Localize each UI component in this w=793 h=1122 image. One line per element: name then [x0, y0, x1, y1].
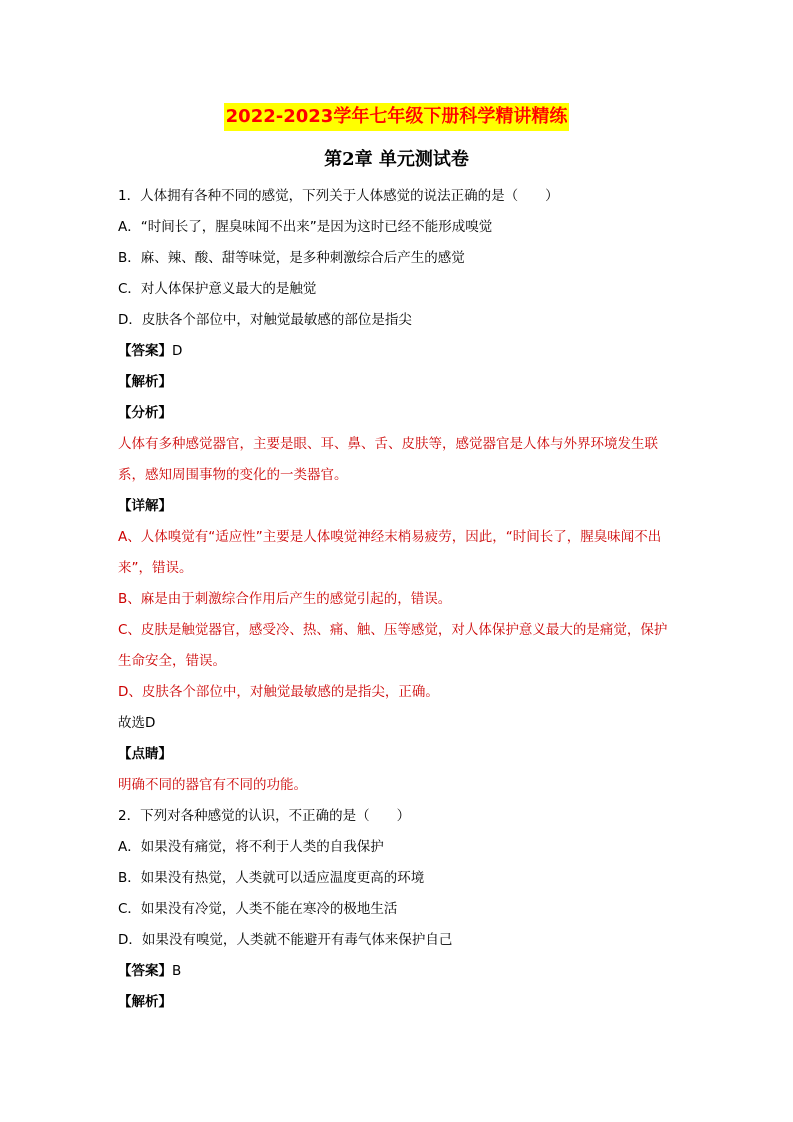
q1-comment-label: 【点睛】: [118, 746, 172, 762]
q1-fenxi-text: 人体有多种感觉器官，主要是眼、耳、鼻、舌、皮肤等，感觉器官是人体与外界环境发生联系，感知周围事物的变化的一类器官。: [118, 436, 658, 483]
q1-answer-value: D: [172, 343, 183, 359]
q1-analysis-label: 【解析】: [118, 374, 172, 390]
q1-option-b: B．麻、辣、酸、甜等味觉，是多种刺激综合后产生的感觉: [118, 250, 465, 266]
q1-answer: [118, 336, 678, 367]
question-content: [118, 181, 678, 1018]
q1-detail-a: A、人体嗅觉有“适应性”主要是人体嗅觉神经末梢易疲劳，因此，“时间长了，腥臭味闻不出来”，错误。: [118, 529, 662, 576]
q2-option-c: C．如果没有冷觉，人类不能在寒冷的极地生活: [118, 901, 398, 917]
banner-container: [0, 103, 793, 131]
q2-option-b: B．如果没有热觉，人类就可以适应温度更高的环境: [118, 870, 425, 886]
q1-detail-c: C、皮肤是触觉器官，感受冷、热、痛、触、压等感觉，对人体保护意义最大的是痛觉，保护生命安全，错误。: [118, 622, 668, 669]
q2-answer-value: B: [172, 963, 182, 979]
q1-detail-d: D、皮肤各个部位中，对触觉最敏感的是指尖，正确。: [118, 684, 439, 700]
q2-analysis-label: 【解析】: [118, 994, 172, 1010]
q1-option-c: C．对人体保护意义最大的是触觉: [118, 281, 317, 297]
q1-option-a: A．“时间长了，腥臭味闻不出来”是因为这时已经不能形成嗅觉: [118, 219, 493, 235]
q1-fenxi-label: 【分析】: [118, 405, 172, 421]
q1-option-d: D．皮肤各个部位中，对触觉最敏感的部位是指尖: [118, 312, 412, 328]
q2-option-d: D．如果没有嗅觉，人类就不能避开有毒气体来保护自己: [118, 932, 453, 948]
q2-answer: [118, 956, 678, 987]
chapter-title: 第2章 单元测试卷: [324, 149, 469, 170]
q2-stem: 2．下列对各种感觉的认识，不正确的是（ ）: [118, 808, 411, 824]
q1-detail-label: 【详解】: [118, 498, 172, 514]
course-banner: 2022-2023学年七年级下册科学精讲精练: [224, 103, 570, 131]
q1-stem: 1．人体拥有各种不同的感觉，下列关于人体感觉的说法正确的是（ ）: [118, 188, 559, 204]
q1-choice: 故选D: [118, 715, 156, 731]
q1-comment-text: 明确不同的器官有不同的功能。: [118, 777, 307, 793]
q2-option-a: A．如果没有痛觉，将不利于人类的自我保护: [118, 839, 384, 855]
q2-answer-label: 【答案】: [118, 963, 172, 979]
q1-answer-label: 【答案】: [118, 343, 172, 359]
q1-detail-b: B、麻是由于刺激综合作用后产生的感觉引起的，错误。: [118, 591, 452, 607]
